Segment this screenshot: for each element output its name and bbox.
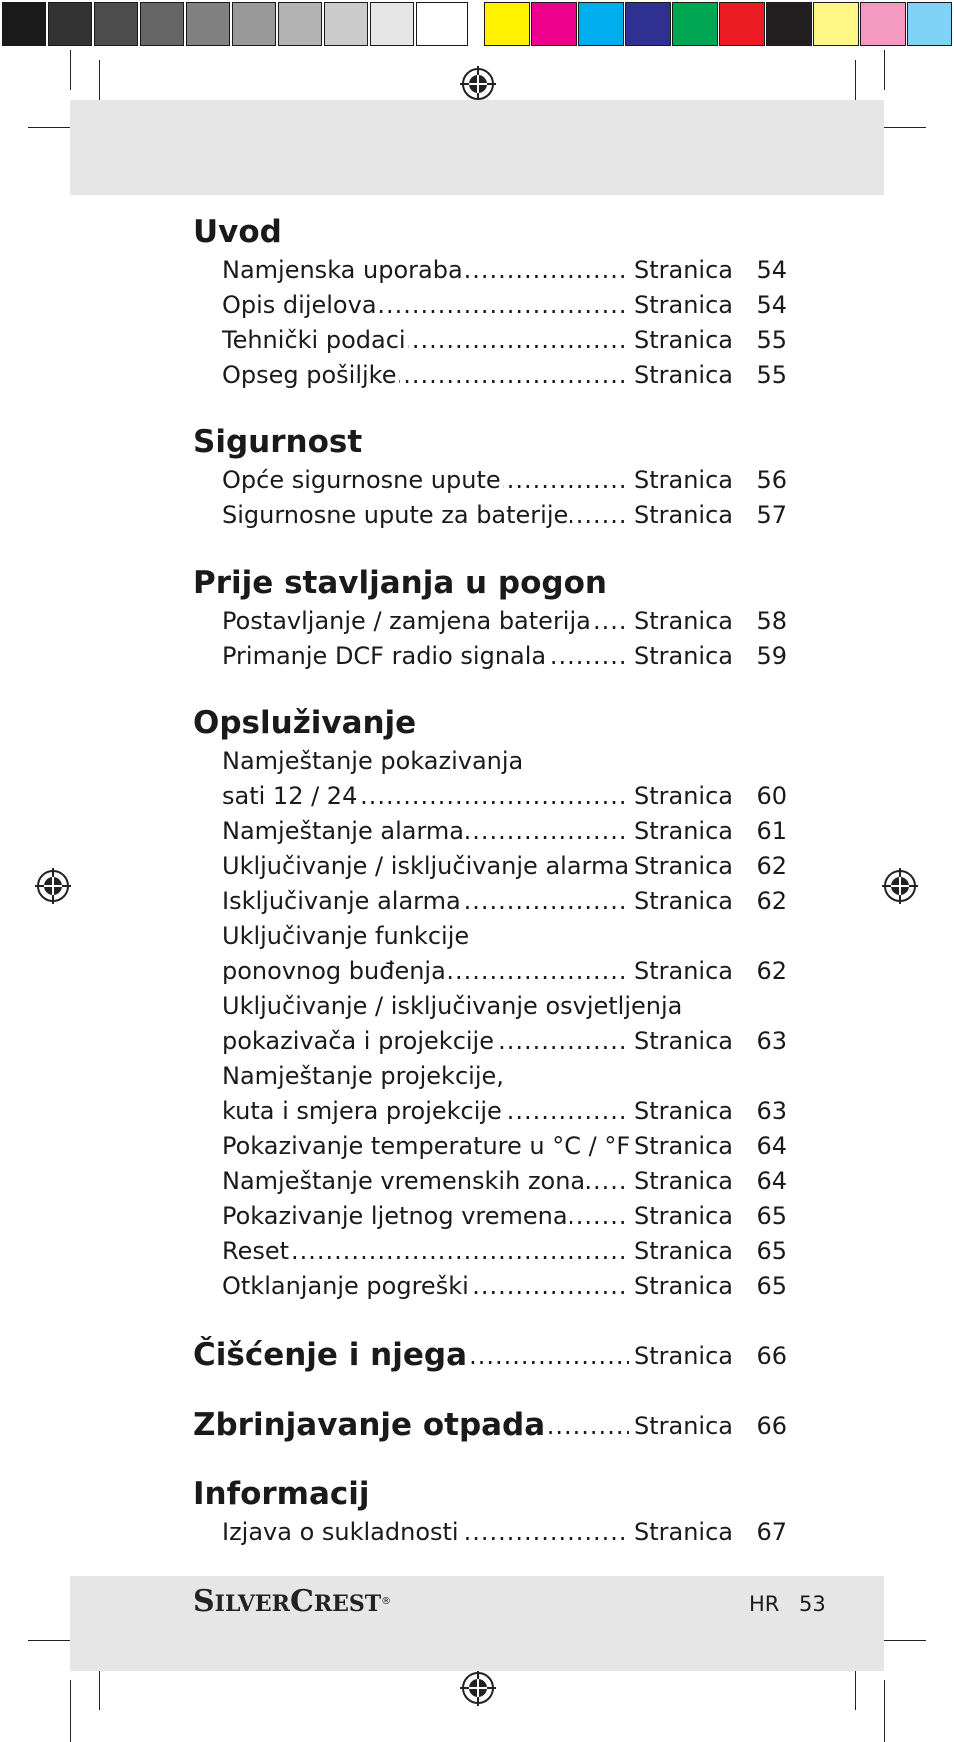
entry-text: Izjava o sukladnosti bbox=[222, 1515, 461, 1549]
entry-label: Stranica bbox=[634, 1518, 733, 1546]
entry-text: Reset bbox=[222, 1234, 291, 1268]
entry-text: ponovnog buđenja bbox=[222, 954, 448, 988]
gray-swatch bbox=[2, 2, 46, 46]
language-code: HR bbox=[749, 1592, 780, 1616]
toc-entry-line1 bbox=[222, 919, 787, 953]
toc-entry[interactable] bbox=[222, 1234, 787, 1268]
entry-label: Stranica bbox=[634, 817, 733, 845]
logo-letters: REST bbox=[313, 1591, 382, 1617]
entry-page: 54 bbox=[756, 291, 787, 319]
gray-swatch bbox=[370, 2, 414, 46]
crop-mark bbox=[70, 50, 71, 90]
entry-page: 65 bbox=[756, 1237, 787, 1265]
toc-entry[interactable] bbox=[222, 463, 787, 497]
section-heading: Čišćenje i njega bbox=[193, 1337, 467, 1373]
gray-swatch bbox=[278, 2, 322, 46]
registration-mark-icon bbox=[458, 64, 498, 104]
logo-letter: C bbox=[289, 1584, 314, 1619]
entry-text: Opće sigurnosne upute bbox=[222, 463, 503, 497]
entry-page: 59 bbox=[756, 642, 787, 670]
color-swatch bbox=[672, 2, 718, 46]
gray-swatch bbox=[324, 2, 368, 46]
toc-entry[interactable] bbox=[222, 639, 787, 673]
entry-label: Stranica bbox=[634, 852, 733, 880]
entry-page: 62 bbox=[756, 887, 787, 915]
entry-label: Stranica bbox=[634, 1412, 733, 1440]
entry-label: Stranica bbox=[634, 291, 733, 319]
toc-entry[interactable] bbox=[222, 849, 787, 883]
toc-entry-line1 bbox=[222, 744, 787, 778]
gray-swatch bbox=[48, 2, 92, 46]
registered-mark: ® bbox=[381, 1596, 392, 1607]
toc-entry-line1 bbox=[222, 1059, 787, 1093]
entry-text: Uključivanje / isključivanje alarma bbox=[222, 849, 631, 883]
color-swatch bbox=[484, 2, 530, 46]
color-swatch bbox=[625, 2, 671, 46]
registration-mark-icon bbox=[458, 1668, 498, 1708]
registration-mark-icon bbox=[33, 866, 73, 906]
entry-text: pokazivača i projekcije bbox=[222, 1024, 496, 1058]
toc-entry[interactable] bbox=[222, 498, 787, 532]
entry-page: 54 bbox=[756, 256, 787, 284]
entry-label: Stranica bbox=[634, 782, 733, 810]
entry-text: Postavljanje / zamjena baterija bbox=[222, 604, 593, 638]
gray-swatch bbox=[232, 2, 276, 46]
toc-entry-line1 bbox=[222, 989, 787, 1023]
color-swatch bbox=[766, 2, 812, 46]
toc-heading-entry[interactable] bbox=[193, 1405, 787, 1445]
entry-label: Stranica bbox=[634, 256, 733, 284]
section-heading: Uvod bbox=[193, 214, 282, 250]
entry-text: Opis dijelova bbox=[222, 288, 379, 322]
entry-page: 56 bbox=[756, 466, 787, 494]
color-swatch bbox=[719, 2, 765, 46]
toc-entry[interactable] bbox=[222, 604, 787, 638]
entry-page: 64 bbox=[756, 1167, 787, 1195]
entry-text: Otklanjanje pogreški bbox=[222, 1269, 471, 1303]
entry-label: Stranica bbox=[634, 607, 733, 635]
toc-entry[interactable] bbox=[222, 288, 787, 322]
entry-text: Namjenska uporaba bbox=[222, 253, 465, 287]
entry-text-line1: Namještanje pokazivanja bbox=[222, 747, 524, 775]
color-swatch bbox=[531, 2, 577, 46]
entry-page: 55 bbox=[756, 326, 787, 354]
entry-label: Stranica bbox=[634, 1027, 733, 1055]
section-heading: Zbrinjavanje otpada bbox=[193, 1407, 546, 1443]
header-band bbox=[70, 100, 884, 195]
entry-text-line1: Namještanje projekcije, bbox=[222, 1062, 504, 1090]
entry-text: Namještanje vremenskih zona bbox=[222, 1164, 587, 1198]
logo-letters: ILVER bbox=[214, 1591, 290, 1617]
print-color-bar bbox=[0, 0, 954, 50]
crop-mark bbox=[878, 1640, 926, 1641]
toc-entry[interactable] bbox=[222, 253, 787, 287]
entry-page: 63 bbox=[756, 1097, 787, 1125]
entry-text: Isključivanje alarma bbox=[222, 884, 463, 918]
crop-mark bbox=[878, 127, 926, 128]
entry-label: Stranica bbox=[634, 1097, 733, 1125]
entry-label: Stranica bbox=[634, 1167, 733, 1195]
crop-mark bbox=[70, 1680, 71, 1742]
entry-page: 65 bbox=[756, 1272, 787, 1300]
toc-entry[interactable] bbox=[222, 1269, 787, 1303]
entry-label: Stranica bbox=[634, 501, 733, 529]
color-swatch bbox=[907, 2, 952, 46]
entry-text: Namještanje alarma bbox=[222, 814, 466, 848]
entry-label: Stranica bbox=[634, 1342, 733, 1370]
toc-entry[interactable] bbox=[222, 1164, 787, 1198]
entry-label: Stranica bbox=[634, 1237, 733, 1265]
entry-label: Stranica bbox=[634, 1132, 733, 1160]
color-swatch bbox=[813, 2, 859, 46]
toc-entry[interactable] bbox=[222, 884, 787, 918]
section-heading: Prije stavljanja u pogon bbox=[193, 565, 607, 601]
crop-mark bbox=[884, 50, 885, 90]
crop-mark bbox=[28, 127, 76, 128]
toc-entry[interactable] bbox=[222, 814, 787, 848]
entry-text: Sigurnosne upute za baterije bbox=[222, 498, 570, 532]
gray-swatch bbox=[140, 2, 184, 46]
entry-page: 58 bbox=[756, 607, 787, 635]
section-heading: Sigurnost bbox=[193, 424, 363, 460]
toc-entry[interactable] bbox=[222, 323, 787, 357]
brand-logo bbox=[193, 1582, 391, 1624]
toc-entry[interactable] bbox=[222, 1094, 787, 1128]
logo-letter: S bbox=[193, 1584, 215, 1619]
entry-text: Pokazivanje temperature u °C / °F bbox=[222, 1129, 632, 1163]
toc-entry[interactable] bbox=[222, 1129, 787, 1163]
crop-mark bbox=[884, 1680, 885, 1742]
entry-page: 60 bbox=[756, 782, 787, 810]
entry-label: Stranica bbox=[634, 361, 733, 389]
registration-mark-icon bbox=[880, 866, 920, 906]
page-number: 53 bbox=[799, 1592, 826, 1616]
entry-label: Stranica bbox=[634, 957, 733, 985]
entry-page: 66 bbox=[756, 1412, 787, 1440]
gray-swatch bbox=[186, 2, 230, 46]
entry-page: 67 bbox=[756, 1518, 787, 1546]
color-swatch bbox=[578, 2, 624, 46]
entry-text: Tehnički podaci bbox=[222, 323, 408, 357]
entry-text: Pokazivanje ljetnog vremena bbox=[222, 1199, 570, 1233]
entry-page: 64 bbox=[756, 1132, 787, 1160]
toc-heading-entry[interactable] bbox=[193, 1335, 787, 1375]
entry-text: Primanje DCF radio signala bbox=[222, 639, 548, 673]
entry-page: 65 bbox=[756, 1202, 787, 1230]
color-swatch bbox=[860, 2, 906, 46]
entry-page: 62 bbox=[756, 852, 787, 880]
entry-label: Stranica bbox=[634, 1272, 733, 1300]
entry-label: Stranica bbox=[634, 326, 733, 354]
gray-swatch bbox=[94, 2, 138, 46]
gray-swatch bbox=[416, 2, 468, 46]
section-heading: Informacij bbox=[193, 1476, 370, 1512]
entry-text: Opseg pošiljke bbox=[222, 358, 399, 392]
toc-entry[interactable] bbox=[222, 1515, 787, 1549]
toc-entry[interactable] bbox=[222, 779, 787, 813]
entry-page: 62 bbox=[756, 957, 787, 985]
entry-label: Stranica bbox=[634, 642, 733, 670]
entry-label: Stranica bbox=[634, 887, 733, 915]
entry-text: sati 12 / 24 bbox=[222, 779, 359, 813]
toc-entry[interactable] bbox=[222, 954, 787, 988]
toc-entry[interactable] bbox=[222, 358, 787, 392]
section-heading: Opsluživanje bbox=[193, 705, 417, 741]
toc-entry[interactable] bbox=[222, 1024, 787, 1058]
entry-page: 55 bbox=[756, 361, 787, 389]
entry-page: 63 bbox=[756, 1027, 787, 1055]
entry-page: 61 bbox=[756, 817, 787, 845]
entry-page: 57 bbox=[756, 501, 787, 529]
entry-label: Stranica bbox=[634, 1202, 733, 1230]
toc-entry[interactable] bbox=[222, 1199, 787, 1233]
crop-mark bbox=[28, 1640, 76, 1641]
entry-text-line1: Uključivanje funkcije bbox=[222, 922, 470, 950]
entry-text: kuta i smjera projekcije bbox=[222, 1094, 504, 1128]
entry-text-line1: Uključivanje / isključivanje osvjetljenja bbox=[222, 992, 683, 1020]
entry-label: Stranica bbox=[634, 466, 733, 494]
entry-page: 66 bbox=[756, 1342, 787, 1370]
